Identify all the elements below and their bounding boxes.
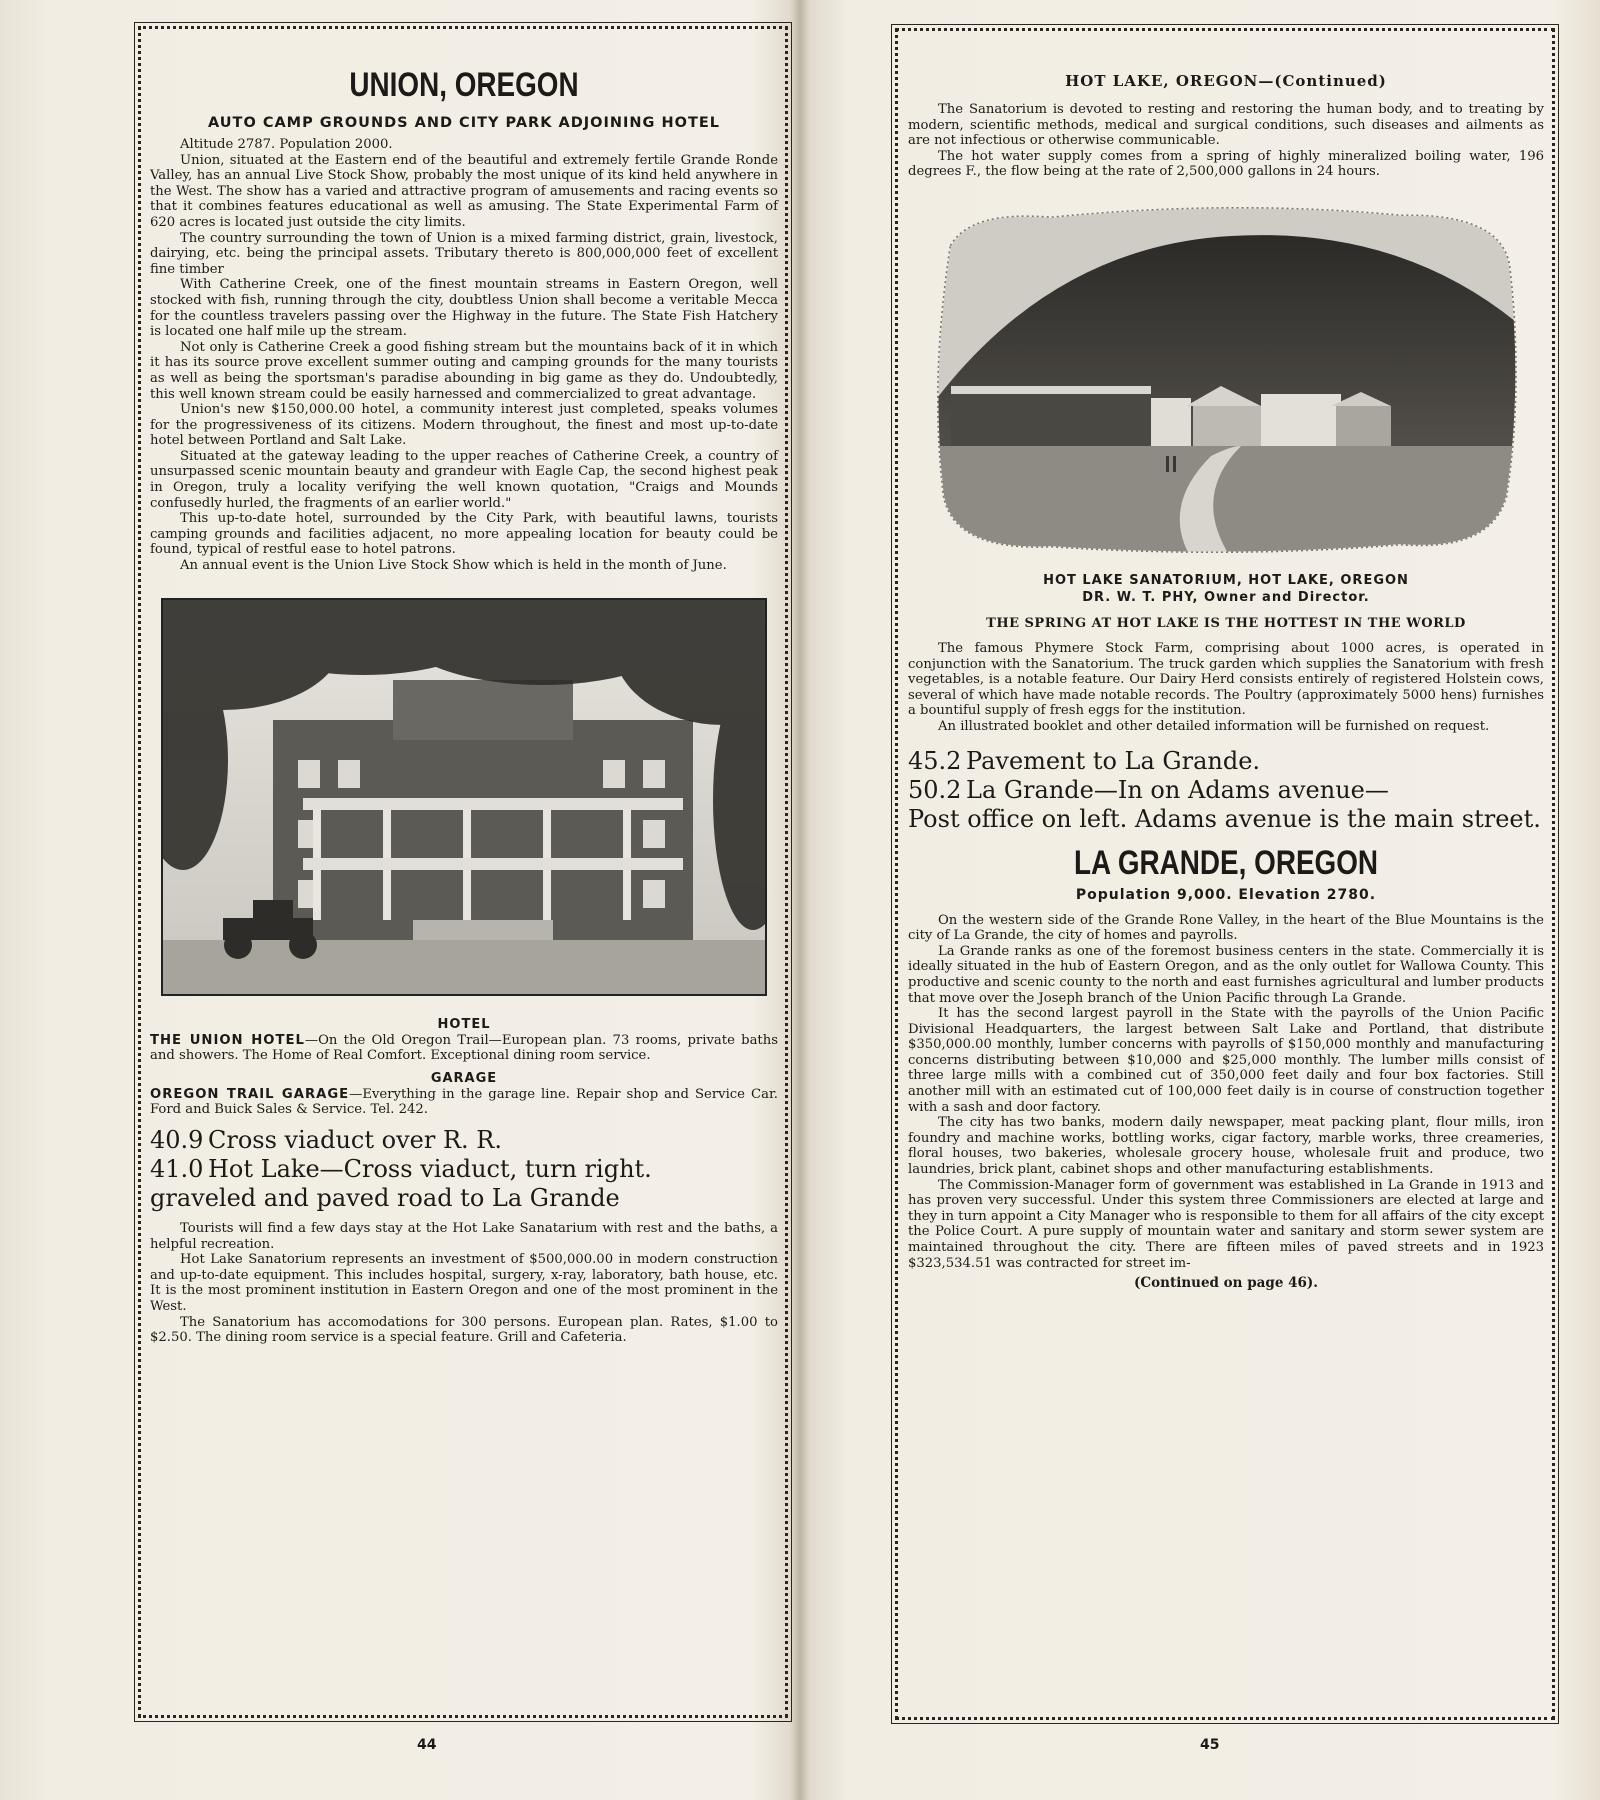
mileage-text: Hot Lake—Cross viaduct, turn right. [208, 1155, 652, 1183]
mileage-number: 45.2 [908, 746, 962, 775]
la-grande-paragraph: La Grande ranks as one of the foremost business centers in the state. Commercially it is ideally situated in the hub of Eastern Oregon, and as the only outlet for Wallowa County. This productive and scenic county to the north and east furnishes agricultural and lumber products that move over the Joseph branch of the Union Pacific through La Grande. [908, 943, 1544, 1006]
la-grande-title: LA GRANDE, OREGON [1073, 843, 1379, 882]
stock-farm-paragraph: The famous Phymere Stock Farm, comprising about 1000 acres, is operated in conjunction with the Sanatorium. The truck garden which supplies the Sanatorium with fresh vegetables, is a notable feature. Our Dairy Herd consists entirely of registered Holstein cows, several of which have made notable records. The Poultry (approximately 5000 hens) furnishes a bountiful supply of fresh eggs for the institution. [908, 640, 1544, 719]
la-grande-paragraph: The city has two banks, modern daily newspaper, meat packing plant, flour mills, iron foundry and machine works, bottling works, cigar factory, marble works, three creameries, floral houses, two bakeries, wholesale grocery house, wholesale fruit and produce, two laundries, brick plant, cabinet shops and other manufacturing establishments. [908, 1115, 1544, 1178]
union-paragraph: Not only is Catherine Creek a good fishing stream but the mountains back of it in which it has its source prove excellent summer outing and camping grounds for the many tourists as well as being the sportsman's paradise abounding in big game as they do. Undoubtedly, this well known stream could be easily harnessed and commercialized to great advantage. [150, 339, 778, 402]
union-hotel-name: THE UNION HOTEL [150, 1032, 305, 1048]
sanatorium-photo [931, 206, 1521, 558]
union-paragraph: The country surrounding the town of Union is a mixed farming district, grain, livestock, dairying, etc. being the principal assets. Tributary thereto is 800,000,000 feet of excellent fine timber [150, 230, 778, 277]
hot-lake-paragraph: Hot Lake Sanatorium represents an investment of $500,000.00 in modern construction and up-to-date equipment. This includes hospital, surgery, x-ray, laboratory, bath house, etc. It is the most prominent institution in Eastern Oregon and one of the most prominent in the West. [150, 1252, 778, 1314]
owner-caption: DR. W. T. PHY, Owner and Director. [1082, 589, 1370, 605]
la-grande-paragraph: The Commission-Manager form of government was established in La Grande in 1913 and has proven very successful. Under this system three Commissioners are elected at large and they in turn appoint a City Manager who is responsible to them for all affairs of the city except the Police Court. A pure supply of mountain water and sanitary and storm sewer system are maintained throughout the city. There are fifteen miles of paved streets and in 1923 $323,534.51 was contracted for street im- [908, 1177, 1544, 1271]
hot-lake-paragraph: Tourists will find a few days stay at the Hot Lake Sanatarium with rest and the baths, a helpful recreation. [150, 1221, 778, 1252]
la-grande-stats: Population 9,000. Elevation 2780. [1075, 886, 1377, 903]
union-paragraph: Union's new $150,000.00 hotel, a community interest just completed, speaks volumes for the progressiveness of its citizens. Modern throughout, the finest and most up-to-date hotel between Portland and Salt Lake. [150, 402, 778, 449]
page-45-content [908, 72, 1544, 1291]
sanatorium-paragraph: The hot water supply comes from a spring of highly mineralized boiling water, 196 degrees F., the flow being at the rate of 2,500,000 gallons in 24 hours. [908, 148, 1544, 180]
garage-heading: GARAGE [430, 1070, 498, 1086]
la-grande-paragraph: It has the second largest payroll in the State with the payrolls of the Union Pacific Divisional Headquarters, the largest between Salt Lake and Portland, that distribute $350,000.00 monthly, lumber concerns with payrolls of $150,000 monthly and manufacturing concerns distributing between $10,000 and $25,000 monthly. The lumber mills consist of three large mills with a combined cut of 350,000 feet daily and four box factories. Still another mill with an estimated cut of 100,000 feet daily is in course of construction together with a sash and door factory. [908, 1006, 1544, 1115]
mileage-number: 41.0 [150, 1155, 204, 1183]
mileage-entry [908, 747, 1544, 776]
union-paragraph: Union, situated at the Eastern end of the beautiful and extremely fertile Grande Ronde Valley, has an annual Live Stock Show, probably the most unique of its kind held anywhere in the West. The show has a varied and attractive program of amusements and racing events so that it combines features educational as well as amusing. The State Experimental Farm of 620 acres is located just outside the city limits. [150, 152, 778, 230]
continued-note: (Continued on page 46). [1134, 1275, 1318, 1292]
mileage-text: Pavement to La Grande. [966, 746, 1261, 775]
sanatorium-illustration [931, 206, 1521, 558]
garage-listing [150, 1087, 778, 1118]
union-hotel-description: —On the Old Oregon Trail—European plan. 73 rooms, private baths and showers. The Home of Real Comfort. Exceptional dining room service. [150, 1032, 778, 1064]
mileage-text: La Grande—In on Adams avenue— [966, 775, 1389, 804]
page-number: 44 [417, 1737, 437, 1753]
page-45 [800, 0, 1600, 1800]
union-paragraph: With Catherine Creek, one of the finest mountain streams in Eastern Oregon, well stocked with fish, running through the city, doubtless Union shall become a veritable Mecca for the countless travelers passing over the Highway in the future. The State Fish Hatchery is located one half mile up the stream. [150, 277, 778, 340]
union-paragraph: Altitude 2787. Population 2000. [180, 137, 393, 152]
mileage-number: 40.9 [150, 1126, 204, 1154]
hottest-spring-headline: THE SPRING AT HOT LAKE IS THE HOTTEST IN THE WORLD [986, 615, 1466, 631]
hot-lake-continued-heading: HOT LAKE, OREGON—(Continued) [1065, 72, 1387, 90]
booklet-paragraph: An illustrated booklet and other detailed information will be furnished on request. [938, 718, 1490, 734]
union-title: UNION, OREGON [349, 66, 579, 104]
la-grande-paragraph: On the western side of the Grande Rone Valley, in the heart of the Blue Mountains is the city of La Grande, the city of homes and payrolls. [908, 912, 1544, 944]
union-hotel-listing [150, 1033, 778, 1064]
union-paragraph: Situated at the gateway leading to the upper reaches of Catherine Creek, a country of unsurpassed scenic mountain beauty and grandeur with Eagle Cap, the second highest peak in Oregon, truly a locality verifying the well known quotation, "Craigs and Mounds confusedly hurled, the fragments of an earlier world." [150, 448, 778, 511]
hot-lake-paragraph: The Sanatorium has accomodations for 300 persons. European plan. Rates, $1.00 to $2.50. The dining room service is a special feature. Grill and Cafeteria. [150, 1314, 778, 1346]
mileage-continuation: graveled and paved road to La Grande [150, 1184, 620, 1212]
mileage-entry [150, 1126, 778, 1155]
union-paragraph: This up-to-date hotel, surrounded by the City Park, with beautiful lawns, tourists camping grounds and facilities adjacent, no more appealing location for beauty could be found, typical of restful ease to hotel patrons. [150, 511, 778, 558]
sanatorium-paragraph: The Sanatorium is devoted to resting and restoring the human body, and to treating by modern, scientific methods, medical and surgical conditions, such diseases and ailments as are not infectious or otherwise communicable. [908, 102, 1544, 149]
union-hotel-photo [161, 598, 767, 996]
union-hotel-illustration [163, 600, 765, 994]
sanatorium-caption: HOT LAKE SANATORIUM, HOT LAKE, OREGON [1043, 572, 1409, 588]
mileage-entry [150, 1155, 778, 1184]
garage-description: —Everything in the garage line. Repair shop and Service Car. Ford and Buick Sales & Service. Tel. 242. [150, 1086, 778, 1118]
mileage-number: 50.2 [908, 775, 962, 804]
hotel-heading: HOTEL [437, 1016, 491, 1032]
page-44-content [150, 66, 778, 1346]
garage-name: OREGON TRAIL GARAGE [150, 1086, 350, 1102]
mileage-entry [908, 776, 1544, 805]
union-paragraph: An annual event is the Union Live Stock Show which is held in the month of June. [180, 558, 727, 574]
page-number: 45 [1200, 1737, 1220, 1753]
union-subtitle: AUTO CAMP GROUNDS AND CITY PARK ADJOINING HOTEL [208, 115, 720, 131]
mileage-continuation: Post office on left. Adams avenue is the main street. [908, 804, 1541, 833]
mileage-text: Cross viaduct over R. R. [208, 1126, 502, 1154]
